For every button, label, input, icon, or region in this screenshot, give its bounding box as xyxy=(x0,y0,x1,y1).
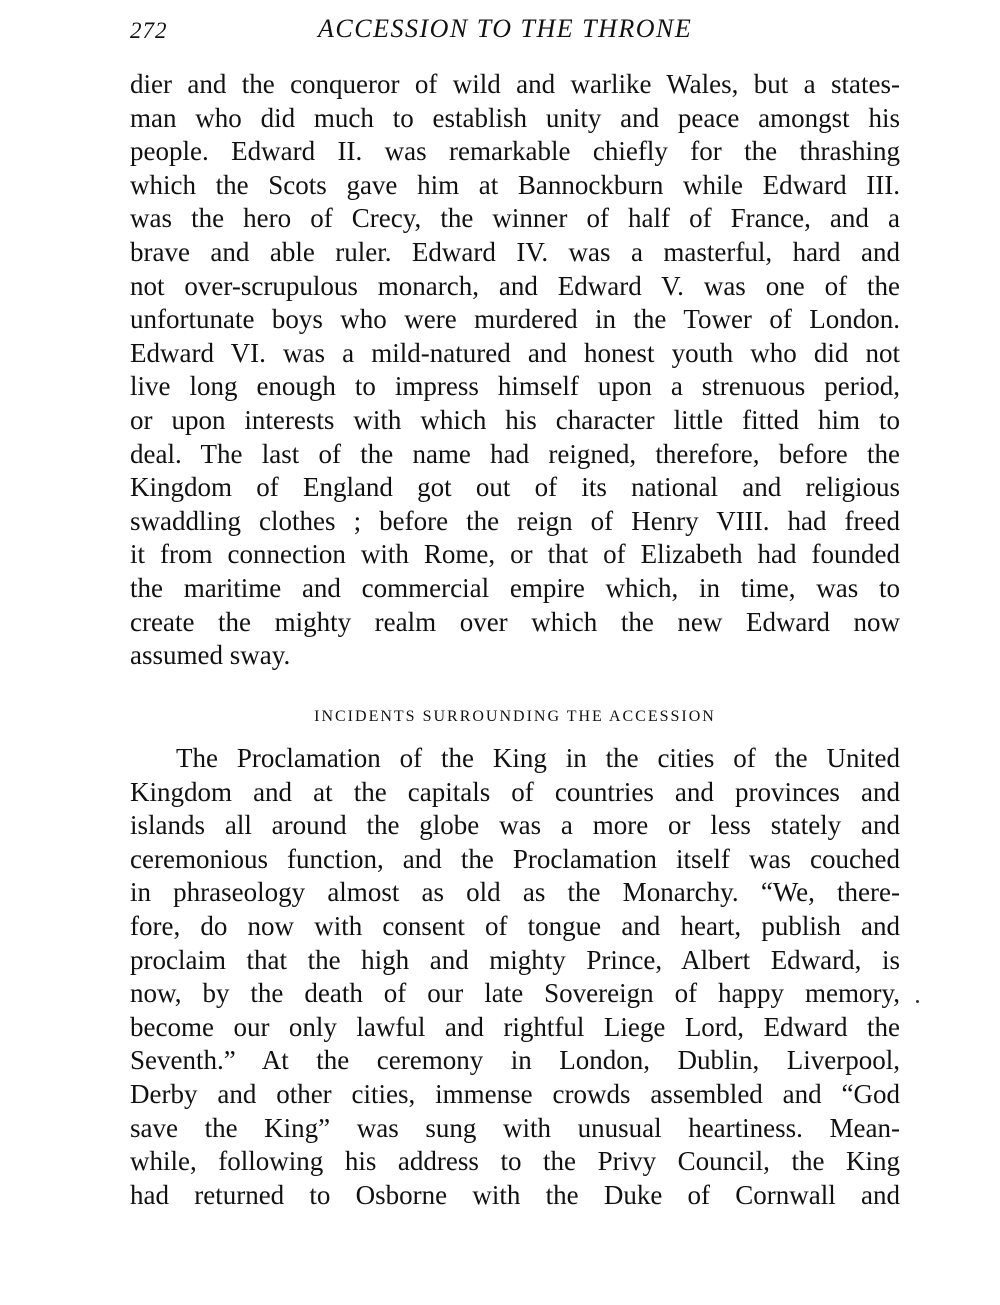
text-line: proclaim that the high and mighty Prince, Albert Edward, is xyxy=(130,944,900,975)
text-line: save the King” was sung with unusual heartiness. Mean- xyxy=(130,1112,900,1143)
text-line: The Proclamation of the King in the cities of the United xyxy=(176,743,900,773)
text-line: swaddling clothes ; before the reign of Henry VIII. had freed xyxy=(130,505,900,536)
text-line: unfortunate boys who were murdered in the Tower of London. xyxy=(130,304,900,335)
text-line: create the mighty realm over which the new Edward now xyxy=(130,606,900,637)
print-speck xyxy=(916,1000,919,1003)
paragraph-2 xyxy=(130,742,900,1212)
text-line: man who did much to establish unity and peace amongst his xyxy=(130,102,900,133)
text-line: Edward VI. was a mild-natured and honest youth who did not xyxy=(130,337,900,368)
text-line: in phraseology almost as old as the Monarchy. “We, there- xyxy=(130,877,900,908)
text-line: Derby and other cities, immense crowds assembled and “God xyxy=(130,1078,900,1109)
text-line: or upon interests with which his character little fitted him to xyxy=(130,404,900,435)
running-title: ACCESSION TO THE THRONE xyxy=(318,14,693,43)
text-line: people. Edward II. was remarkable chiefly for the thrashing xyxy=(130,136,900,167)
running-head xyxy=(130,14,900,48)
text-line: which the Scots gave him at Bannockburn while Edward III. xyxy=(130,169,900,200)
text-line: it from connection with Rome, or that of Elizabeth had founded xyxy=(130,539,900,570)
text-line: the maritime and commercial empire which, in time, was to xyxy=(130,572,900,603)
text-line: assumed sway. xyxy=(130,640,291,671)
text-line: was the hero of Crecy, the winner of half of France, and a xyxy=(130,203,900,234)
text-line: fore, do now with consent of tongue and heart, publish and xyxy=(130,910,900,941)
text-line: had returned to Osborne with the Duke of Cornwall and xyxy=(130,1179,900,1210)
text-line: live long enough to impress himself upon a strenuous period, xyxy=(130,371,900,402)
text-line: dier and the conqueror of wild and warlike Wales, but a states- xyxy=(130,69,900,99)
text-line: Kingdom and at the capitals of countries and provinces and xyxy=(130,776,900,807)
text-line: islands all around the globe was a more or less stately and xyxy=(130,810,900,841)
text-line: Kingdom of England got out of its national and religious xyxy=(130,472,900,503)
paragraph-1 xyxy=(130,68,900,673)
text-line: brave and able ruler. Edward IV. was a masterful, hard and xyxy=(130,236,900,267)
text-line: not over-scrupulous monarch, and Edward V. was one of the xyxy=(130,270,900,301)
text-line: become our only lawful and rightful Liege Lord, Edward the xyxy=(130,1011,900,1042)
text-line: Seventh.” At the ceremony in London, Dublin, Liverpool, xyxy=(130,1045,900,1076)
text-line: while, following his address to the Privy Council, the King xyxy=(130,1146,900,1177)
section-heading: INCIDENTS SURROUNDING THE ACCESSION xyxy=(314,708,716,725)
text-line: ceremonious function, and the Proclamation itself was couched xyxy=(130,843,900,874)
text-line: now, by the death of our late Sovereign of happy memory, xyxy=(130,978,900,1009)
page-number: 272 xyxy=(130,18,168,43)
text-line: deal. The last of the name had reigned, therefore, before the xyxy=(130,438,900,469)
